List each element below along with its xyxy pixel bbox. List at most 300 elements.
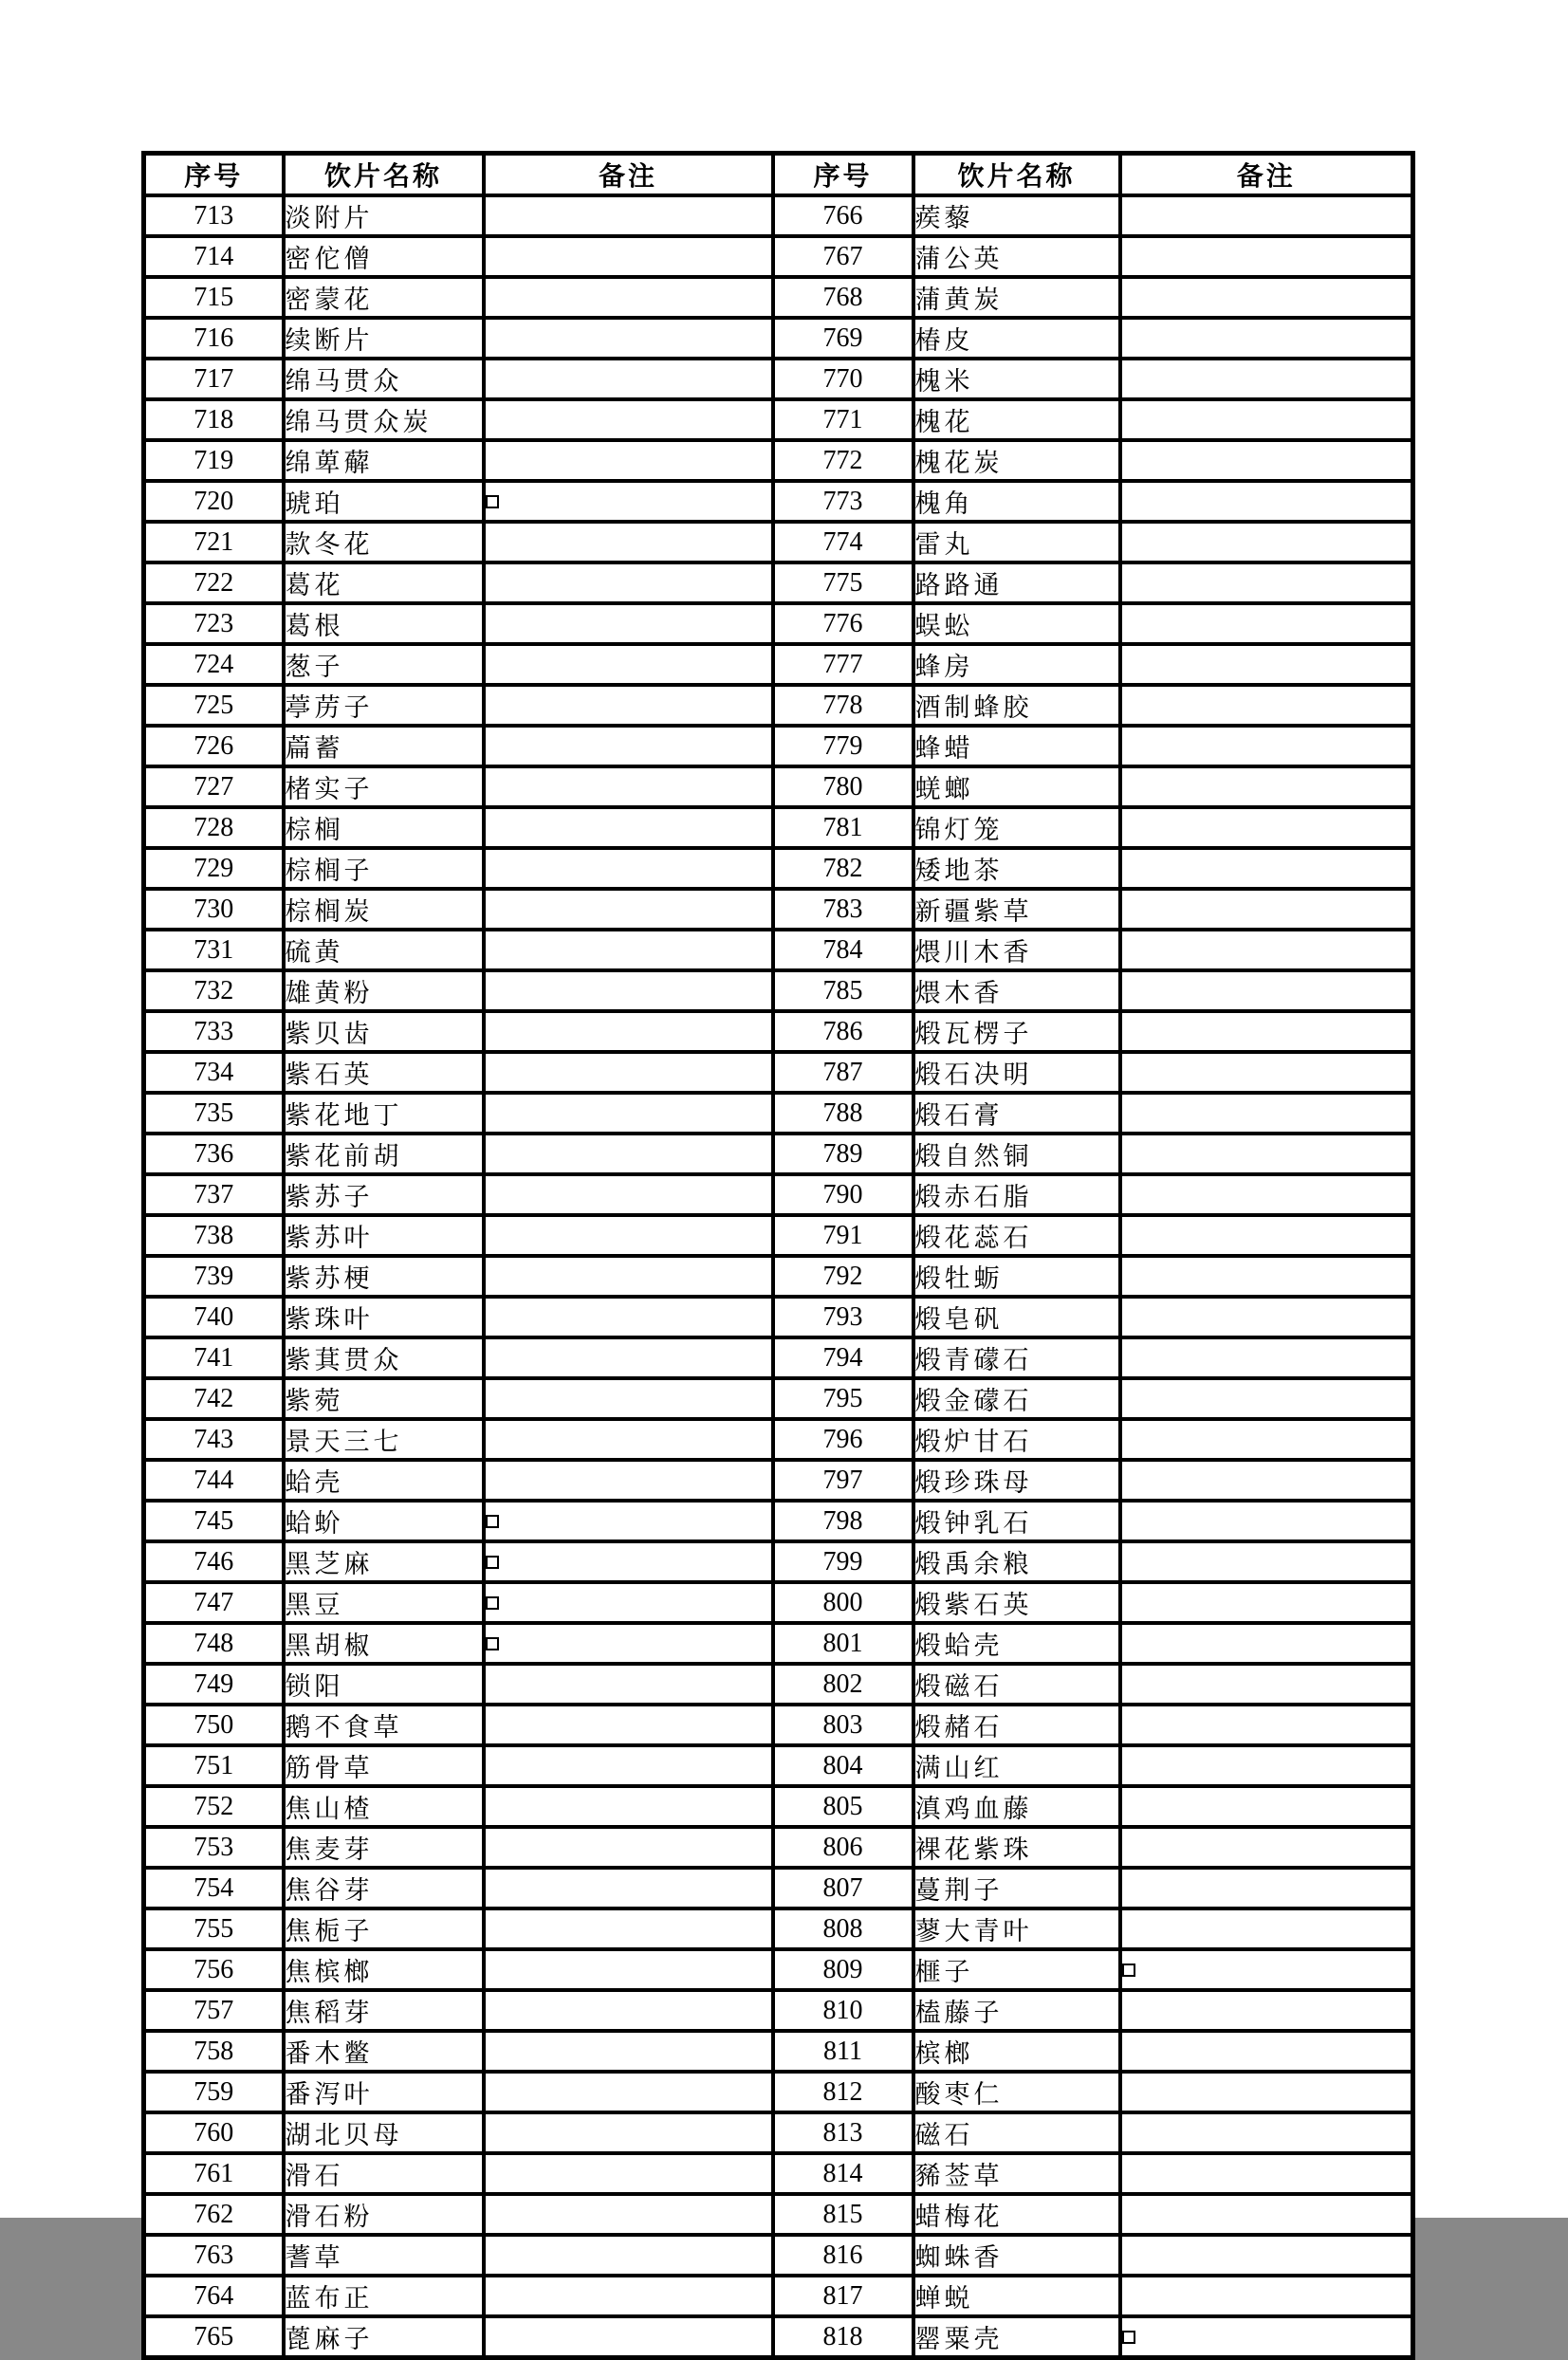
remark-cell — [484, 2276, 773, 2316]
remark-cell — [484, 1705, 773, 1745]
remark-cell — [1120, 889, 1413, 930]
remark-cell — [1120, 1582, 1413, 1623]
name-cell: 煅紫石英 — [913, 1582, 1120, 1623]
name-cell: 紫贝齿 — [284, 1011, 484, 1052]
name-cell: 煅赤石脂 — [913, 1174, 1120, 1215]
serial-cell: 747 — [144, 1582, 284, 1623]
name-cell: 酸枣仁 — [913, 2072, 1120, 2112]
name-cell: 蓼大青叶 — [913, 1908, 1120, 1949]
remark-cell — [1120, 236, 1413, 277]
name-cell: 蒲黄炭 — [913, 277, 1120, 318]
name-cell: 焦栀子 — [284, 1908, 484, 1949]
name-cell: 紫苏子 — [284, 1174, 484, 1215]
remark-cell — [1120, 766, 1413, 807]
table-row — [144, 399, 1413, 440]
remark-cell — [1120, 644, 1413, 685]
table-row — [144, 522, 1413, 562]
name-cell: 蛤壳 — [284, 1460, 484, 1501]
name-cell: 槐角 — [913, 481, 1120, 522]
serial-cell: 738 — [144, 1215, 284, 1256]
table-row — [144, 1134, 1413, 1174]
remark-cell — [484, 277, 773, 318]
serial-cell: 754 — [144, 1868, 284, 1908]
table-row — [144, 1949, 1413, 1990]
serial-cell: 780 — [773, 766, 913, 807]
remark-cell — [1120, 1256, 1413, 1297]
remark-cell — [1120, 1868, 1413, 1908]
header-name-right: 饮片名称 — [913, 154, 1120, 196]
name-cell: 煅石决明 — [913, 1052, 1120, 1093]
remark-cell — [1120, 1134, 1413, 1174]
remark-cell — [1120, 603, 1413, 644]
remark-cell — [484, 1297, 773, 1337]
serial-cell: 728 — [144, 807, 284, 848]
remark-cell — [484, 930, 773, 970]
serial-cell: 813 — [773, 2112, 913, 2153]
remark-cell — [484, 1337, 773, 1378]
serial-cell: 798 — [773, 1501, 913, 1541]
name-cell: 蒲公英 — [913, 236, 1120, 277]
serial-cell: 801 — [773, 1623, 913, 1664]
name-cell: 榧子 — [913, 1949, 1120, 1990]
remark-cell — [484, 2112, 773, 2153]
remark-cell — [1120, 1990, 1413, 2031]
name-cell: 路路通 — [913, 562, 1120, 603]
serial-cell: 756 — [144, 1949, 284, 1990]
serial-cell: 776 — [773, 603, 913, 644]
table-row — [144, 2276, 1413, 2316]
table-row — [144, 889, 1413, 930]
name-cell: 蓍草 — [284, 2235, 484, 2276]
name-cell: 淡附片 — [284, 195, 484, 236]
name-cell: 煅皂矾 — [913, 1297, 1120, 1337]
serial-cell: 818 — [773, 2316, 913, 2358]
remark-cell — [484, 1745, 773, 1786]
serial-cell: 729 — [144, 848, 284, 889]
name-cell: 榼藤子 — [913, 1990, 1120, 2031]
remark-cell — [484, 1949, 773, 1990]
remark-cell — [1120, 848, 1413, 889]
table-row — [144, 2031, 1413, 2072]
serial-cell: 757 — [144, 1990, 284, 2031]
remark-cell — [1120, 440, 1413, 481]
name-cell: 煅青礞石 — [913, 1337, 1120, 1378]
table-row — [144, 1378, 1413, 1419]
name-cell: 煅钟乳石 — [913, 1501, 1120, 1541]
table-row — [144, 2153, 1413, 2194]
serial-cell: 714 — [144, 236, 284, 277]
name-cell: 酒制蜂胶 — [913, 685, 1120, 726]
checkbox-mark — [1122, 1964, 1135, 1977]
table-row — [144, 1990, 1413, 2031]
table-row — [144, 766, 1413, 807]
remark-cell — [1120, 2072, 1413, 2112]
serial-cell: 771 — [773, 399, 913, 440]
name-cell: 滇鸡血藤 — [913, 1786, 1120, 1827]
serial-cell: 814 — [773, 2153, 913, 2194]
name-cell: 煅石膏 — [913, 1093, 1120, 1134]
remark-cell — [484, 1174, 773, 1215]
name-cell: 雄黄粉 — [284, 970, 484, 1011]
header-remark-right: 备注 — [1120, 154, 1413, 196]
checkbox-mark — [486, 1596, 499, 1610]
remark-cell — [1120, 1908, 1413, 1949]
remark-cell — [1120, 1337, 1413, 1378]
name-cell: 紫苏叶 — [284, 1215, 484, 1256]
name-cell: 棕榈子 — [284, 848, 484, 889]
remark-cell — [484, 1215, 773, 1256]
name-cell: 焦槟榔 — [284, 1949, 484, 1990]
name-cell: 蓝布正 — [284, 2276, 484, 2316]
table-row — [144, 1174, 1413, 1215]
remark-cell — [484, 399, 773, 440]
serial-cell: 782 — [773, 848, 913, 889]
remark-cell — [1120, 1093, 1413, 1134]
name-cell: 蓖麻子 — [284, 2316, 484, 2358]
serial-cell: 752 — [144, 1786, 284, 1827]
serial-cell: 722 — [144, 562, 284, 603]
remark-cell — [484, 1460, 773, 1501]
checkbox-mark — [486, 1556, 499, 1569]
serial-cell: 788 — [773, 1093, 913, 1134]
serial-cell: 741 — [144, 1337, 284, 1378]
serial-cell: 724 — [144, 644, 284, 685]
table-row — [144, 726, 1413, 766]
serial-cell: 811 — [773, 2031, 913, 2072]
table-row — [144, 1786, 1413, 1827]
name-cell: 煨川木香 — [913, 930, 1120, 970]
name-cell: 密蒙花 — [284, 277, 484, 318]
serial-cell: 805 — [773, 1786, 913, 1827]
serial-cell: 808 — [773, 1908, 913, 1949]
serial-cell: 737 — [144, 1174, 284, 1215]
name-cell: 款冬花 — [284, 522, 484, 562]
remark-cell — [1120, 2194, 1413, 2235]
name-cell: 锦灯笼 — [913, 807, 1120, 848]
name-cell: 湖北贝母 — [284, 2112, 484, 2153]
remark-cell — [1120, 1174, 1413, 1215]
name-cell: 萹蓄 — [284, 726, 484, 766]
name-cell: 鹅不食草 — [284, 1705, 484, 1745]
remark-cell — [1120, 2153, 1413, 2194]
remark-cell — [1120, 1215, 1413, 1256]
serial-cell: 717 — [144, 359, 284, 399]
table-body — [144, 195, 1413, 2358]
name-cell: 紫珠叶 — [284, 1297, 484, 1337]
serial-cell: 797 — [773, 1460, 913, 1501]
name-cell: 煅金礞石 — [913, 1378, 1120, 1419]
serial-cell: 789 — [773, 1134, 913, 1174]
remark-cell — [484, 889, 773, 930]
name-cell: 焦山楂 — [284, 1786, 484, 1827]
name-cell: 绵马贯众 — [284, 359, 484, 399]
serial-cell: 804 — [773, 1745, 913, 1786]
remark-cell — [1120, 2112, 1413, 2153]
name-cell: 煅禹余粮 — [913, 1541, 1120, 1582]
remark-cell — [1120, 1297, 1413, 1337]
table-row — [144, 1419, 1413, 1460]
remark-cell — [1120, 318, 1413, 359]
serial-cell: 755 — [144, 1908, 284, 1949]
remark-cell — [484, 236, 773, 277]
name-cell: 葶苈子 — [284, 685, 484, 726]
table-row — [144, 970, 1413, 1011]
name-cell: 煅牡蛎 — [913, 1256, 1120, 1297]
name-cell: 新疆紫草 — [913, 889, 1120, 930]
serial-cell: 760 — [144, 2112, 284, 2153]
header-name-left: 饮片名称 — [284, 154, 484, 196]
remark-cell — [484, 2031, 773, 2072]
serial-cell: 773 — [773, 481, 913, 522]
remark-cell — [484, 1664, 773, 1705]
name-cell: 棕榈炭 — [284, 889, 484, 930]
table-row — [144, 1705, 1413, 1745]
name-cell: 紫花地丁 — [284, 1093, 484, 1134]
name-cell: 豨莶草 — [913, 2153, 1120, 2194]
table-row — [144, 644, 1413, 685]
name-cell: 硫黄 — [284, 930, 484, 970]
name-cell: 蜈蚣 — [913, 603, 1120, 644]
table-row — [144, 807, 1413, 848]
name-cell: 蜣螂 — [913, 766, 1120, 807]
remark-cell — [484, 522, 773, 562]
remark-cell — [1120, 2316, 1413, 2358]
remark-cell — [1120, 1419, 1413, 1460]
table-row — [144, 1664, 1413, 1705]
remark-cell — [484, 2316, 773, 2358]
remark-cell — [484, 1052, 773, 1093]
serial-cell: 770 — [773, 359, 913, 399]
table-row — [144, 1868, 1413, 1908]
herbal-pieces-table — [141, 151, 1415, 2360]
remark-cell — [484, 1786, 773, 1827]
remark-cell — [484, 2153, 773, 2194]
table-row — [144, 481, 1413, 522]
table-header — [144, 154, 1413, 196]
remark-cell — [484, 2194, 773, 2235]
serial-cell: 723 — [144, 603, 284, 644]
remark-cell — [1120, 726, 1413, 766]
remark-cell — [484, 1501, 773, 1541]
serial-cell: 791 — [773, 1215, 913, 1256]
table-row — [144, 2235, 1413, 2276]
serial-cell: 745 — [144, 1501, 284, 1541]
remark-cell — [1120, 1011, 1413, 1052]
table-row — [144, 1256, 1413, 1297]
name-cell: 葛根 — [284, 603, 484, 644]
serial-cell: 787 — [773, 1052, 913, 1093]
checkbox-mark — [486, 1515, 499, 1528]
remark-cell — [1120, 481, 1413, 522]
table-row — [144, 1337, 1413, 1378]
table-row — [144, 1827, 1413, 1868]
table-row — [144, 2194, 1413, 2235]
serial-cell: 716 — [144, 318, 284, 359]
serial-cell: 721 — [144, 522, 284, 562]
name-cell: 蝉蜕 — [913, 2276, 1120, 2316]
remark-cell — [484, 481, 773, 522]
serial-cell: 748 — [144, 1623, 284, 1664]
header-row — [144, 154, 1413, 196]
checkbox-mark — [486, 1637, 499, 1650]
table-row — [144, 1745, 1413, 1786]
serial-cell: 740 — [144, 1297, 284, 1337]
table-row — [144, 2316, 1413, 2358]
remark-cell — [1120, 1745, 1413, 1786]
serial-cell: 727 — [144, 766, 284, 807]
remark-cell — [1120, 399, 1413, 440]
table-row — [144, 236, 1413, 277]
name-cell: 筋骨草 — [284, 1745, 484, 1786]
remark-cell — [484, 1256, 773, 1297]
name-cell: 蛤蚧 — [284, 1501, 484, 1541]
name-cell: 蜂蜡 — [913, 726, 1120, 766]
serial-cell: 779 — [773, 726, 913, 766]
name-cell: 雷丸 — [913, 522, 1120, 562]
remark-cell — [484, 970, 773, 1011]
name-cell: 紫苏梗 — [284, 1256, 484, 1297]
name-cell: 紫萁贯众 — [284, 1337, 484, 1378]
table-row — [144, 1093, 1413, 1134]
serial-cell: 713 — [144, 195, 284, 236]
serial-cell: 751 — [144, 1745, 284, 1786]
table-row — [144, 2112, 1413, 2153]
remark-cell — [1120, 1786, 1413, 1827]
remark-cell — [1120, 195, 1413, 236]
serial-cell: 816 — [773, 2235, 913, 2276]
serial-cell: 733 — [144, 1011, 284, 1052]
name-cell: 蜡梅花 — [913, 2194, 1120, 2235]
remark-cell — [1120, 2276, 1413, 2316]
remark-cell — [1120, 685, 1413, 726]
remark-cell — [484, 1378, 773, 1419]
serial-cell: 809 — [773, 1949, 913, 1990]
remark-cell — [484, 807, 773, 848]
remark-cell — [484, 1582, 773, 1623]
name-cell: 煅蛤壳 — [913, 1623, 1120, 1664]
remark-cell — [1120, 1827, 1413, 1868]
serial-cell: 725 — [144, 685, 284, 726]
name-cell: 煅自然铜 — [913, 1134, 1120, 1174]
serial-cell: 746 — [144, 1541, 284, 1582]
table-row — [144, 848, 1413, 889]
name-cell: 棕榈 — [284, 807, 484, 848]
name-cell: 磁石 — [913, 2112, 1120, 2153]
serial-cell: 718 — [144, 399, 284, 440]
table-row — [144, 603, 1413, 644]
name-cell: 番泻叶 — [284, 2072, 484, 2112]
name-cell: 紫石英 — [284, 1052, 484, 1093]
remark-cell — [484, 1623, 773, 1664]
name-cell: 槐米 — [913, 359, 1120, 399]
remark-cell — [1120, 930, 1413, 970]
name-cell: 番木鳖 — [284, 2031, 484, 2072]
serial-cell: 777 — [773, 644, 913, 685]
remark-cell — [484, 685, 773, 726]
serial-cell: 715 — [144, 277, 284, 318]
name-cell: 焦稻芽 — [284, 1990, 484, 2031]
serial-cell: 799 — [773, 1541, 913, 1582]
name-cell: 绵马贯众炭 — [284, 399, 484, 440]
table-row — [144, 318, 1413, 359]
remark-cell — [484, 603, 773, 644]
table-row — [144, 930, 1413, 970]
remark-cell — [1120, 359, 1413, 399]
serial-cell: 794 — [773, 1337, 913, 1378]
name-cell: 蔓荆子 — [913, 1868, 1120, 1908]
serial-cell: 807 — [773, 1868, 913, 1908]
serial-cell: 732 — [144, 970, 284, 1011]
table-row — [144, 562, 1413, 603]
serial-cell: 759 — [144, 2072, 284, 2112]
serial-cell: 775 — [773, 562, 913, 603]
table-row — [144, 1215, 1413, 1256]
name-cell: 黑豆 — [284, 1582, 484, 1623]
name-cell: 煅瓦楞子 — [913, 1011, 1120, 1052]
name-cell: 煅炉甘石 — [913, 1419, 1120, 1460]
table-row — [144, 277, 1413, 318]
checkbox-mark — [1122, 2331, 1135, 2344]
header-serial-left: 序号 — [144, 154, 284, 196]
serial-cell: 744 — [144, 1460, 284, 1501]
name-cell: 罂粟壳 — [913, 2316, 1120, 2358]
name-cell: 锁阳 — [284, 1664, 484, 1705]
name-cell: 满山红 — [913, 1745, 1120, 1786]
serial-cell: 736 — [144, 1134, 284, 1174]
table-row — [144, 1582, 1413, 1623]
serial-cell: 726 — [144, 726, 284, 766]
serial-cell: 735 — [144, 1093, 284, 1134]
serial-cell: 796 — [773, 1419, 913, 1460]
remark-cell — [1120, 1378, 1413, 1419]
name-cell: 琥珀 — [284, 481, 484, 522]
table-row — [144, 2072, 1413, 2112]
serial-cell: 731 — [144, 930, 284, 970]
name-cell: 煅珍珠母 — [913, 1460, 1120, 1501]
serial-cell: 781 — [773, 807, 913, 848]
name-cell: 楮实子 — [284, 766, 484, 807]
remark-cell — [484, 318, 773, 359]
table-row — [144, 1460, 1413, 1501]
name-cell: 裸花紫珠 — [913, 1827, 1120, 1868]
serial-cell: 730 — [144, 889, 284, 930]
name-cell: 槐花 — [913, 399, 1120, 440]
remark-cell — [484, 644, 773, 685]
serial-cell: 764 — [144, 2276, 284, 2316]
name-cell: 蜂房 — [913, 644, 1120, 685]
serial-cell: 812 — [773, 2072, 913, 2112]
serial-cell: 783 — [773, 889, 913, 930]
serial-cell: 769 — [773, 318, 913, 359]
serial-cell: 720 — [144, 481, 284, 522]
checkbox-mark — [486, 495, 499, 508]
serial-cell: 806 — [773, 1827, 913, 1868]
remark-cell — [484, 1011, 773, 1052]
remark-cell — [484, 1827, 773, 1868]
remark-cell — [1120, 562, 1413, 603]
remark-cell — [1120, 807, 1413, 848]
serial-cell: 743 — [144, 1419, 284, 1460]
serial-cell: 767 — [773, 236, 913, 277]
name-cell: 煅磁石 — [913, 1664, 1120, 1705]
table-row — [144, 1908, 1413, 1949]
serial-cell: 817 — [773, 2276, 913, 2316]
table-row — [144, 1541, 1413, 1582]
serial-cell: 803 — [773, 1705, 913, 1745]
remark-cell — [484, 359, 773, 399]
serial-cell: 790 — [773, 1174, 913, 1215]
serial-cell: 734 — [144, 1052, 284, 1093]
